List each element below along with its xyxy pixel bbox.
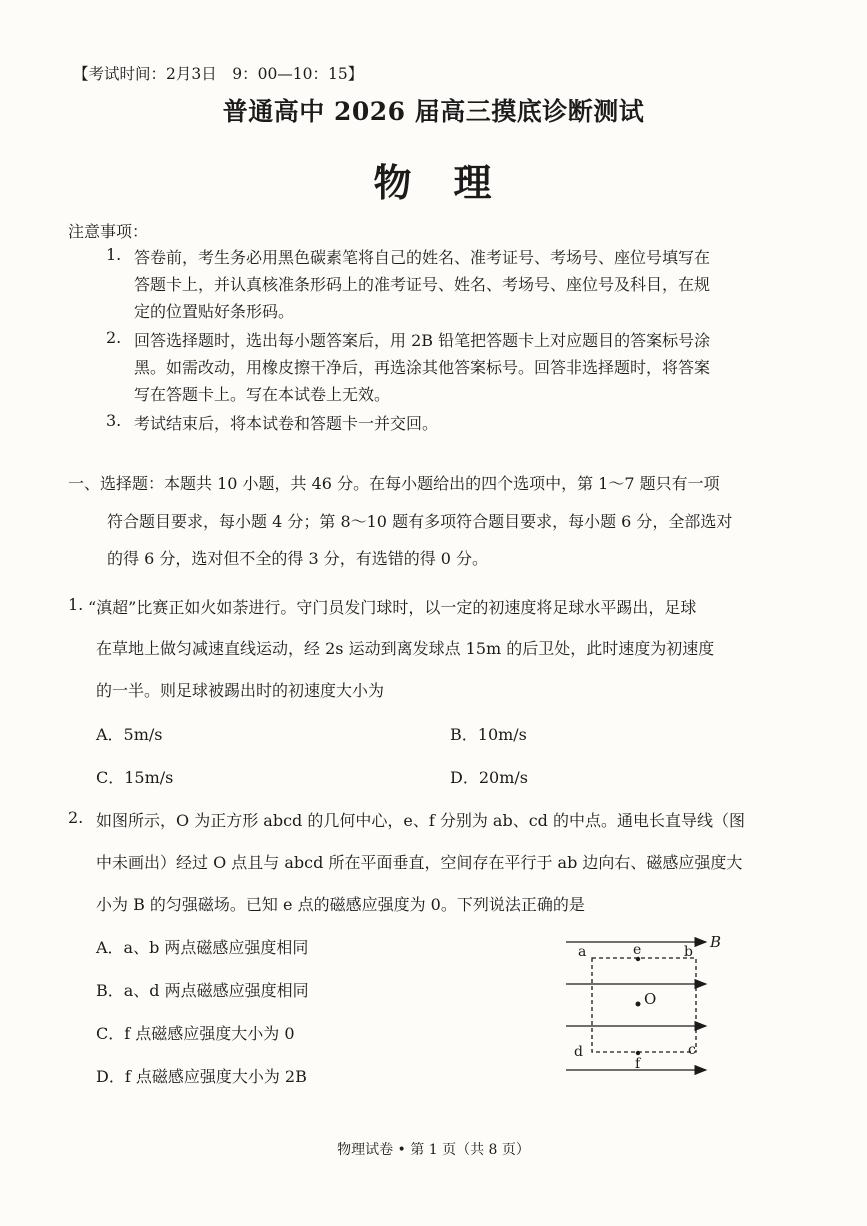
question-2-num: 2. (68, 808, 84, 827)
question-1-line-2: 在草地上做匀减速直线运动，经 2s 运动到离发球点 15m 的后卫处，此时速度为初速度 (96, 639, 715, 658)
question-1-option-c: C．15m/s (96, 768, 174, 787)
notice-item-3-num: 3. (106, 411, 122, 430)
notice-item-3-line-1: 考试结束后，将本试卷和答题卡一并交回。 (134, 414, 439, 433)
section-1-line-3: 的得 6 分，选对但不全的得 3 分，有选错的得 0 分。 (107, 549, 489, 568)
label-a: a (578, 944, 587, 960)
point-o (636, 1002, 641, 1007)
notice-item-1-line-2: 答题卡上，并认真核准条形码上的准考证号、姓名、考场号、座位号及科目，在规 (134, 275, 711, 294)
question-2-option-d: D．f 点磁感应强度大小为 2B (96, 1067, 307, 1086)
question-1-option-a: A．5m/s (96, 725, 163, 744)
notice-item-2-line-3: 写在答题卡上。写在本试卷上无效。 (134, 385, 391, 404)
question-2-line-3: 小为 B 的匀强磁场。已知 e 点的磁感应强度为 0。下列说法正确的是 (96, 895, 585, 914)
notice-item-1-line-3: 定的位置贴好条形码。 (134, 302, 295, 321)
question-2-option-c: C．f 点磁感应强度大小为 0 (96, 1024, 295, 1043)
question-1-option-b: B．10m/s (450, 725, 527, 744)
point-f (636, 1051, 640, 1055)
exam-title: 普通高中 2026 届高三摸底诊断测试 (222, 97, 645, 126)
label-f: f (635, 1056, 641, 1072)
notice-title: 注意事项： (68, 222, 149, 241)
section-1-line-2: 符合题目要求，每小题 4 分；第 8～10 题有多项符合题目要求，每小题 6 分，全部选对 (107, 512, 733, 531)
question-2-option-b: B．a、d 两点磁感应强度相同 (96, 981, 309, 1000)
question-1-line-1: “滇超”比赛正如火如荼进行。守门员发门球时，以一定的初速度将足球水平踢出，足球 (88, 598, 697, 617)
question-1-line-3: 的一半。则足球被踢出时的初速度大小为 (96, 681, 385, 700)
question-2-line-1: 如图所示，O 为正方形 abcd 的几何中心，e、f 分别为 ab、cd 的中点。通电长直导线（图 (96, 811, 745, 830)
magnetic-field-figure (560, 928, 730, 1080)
label-o: O (644, 990, 657, 1008)
question-2-option-a: A．a、b 两点磁感应强度相同 (96, 938, 309, 957)
notice-item-1-line-1: 答卷前，考生务必用黑色碳素笔将自己的姓名、准考证号、考场号、座位号填写在 (134, 248, 711, 267)
question-1-num: 1. (68, 595, 84, 614)
label-field-b: B (710, 933, 722, 951)
label-b: b (684, 944, 693, 960)
notice-item-2-num: 2. (106, 328, 122, 347)
section-1-line-1: 一、选择题：本题共 10 小题，共 46 分。在每小题给出的四个选项中，第 1～7 题只有一项 (68, 474, 720, 493)
question-2-line-2: 中未画出）经过 O 点且与 abcd 所在平面垂直，空间存在平行于 ab 边向右、磁感应强度大 (96, 853, 743, 872)
label-c: c (688, 1042, 696, 1058)
label-d: d (574, 1044, 583, 1060)
notice-item-2-line-2: 黑。如需改动，用橡皮擦干净后，再选涂其他答案标号。回答非选择题时，将答案 (134, 358, 711, 377)
page-footer: 物理试卷 • 第 1 页（共 8 页） (337, 1142, 530, 1158)
exam-time: 【考试时间：2月3日 9：00—10：15】 (73, 65, 364, 83)
notice-item-1-num: 1. (106, 245, 122, 264)
label-e: e (633, 942, 642, 958)
subject-title: 物 理 (373, 160, 494, 205)
question-1-option-d: D．20m/s (450, 768, 528, 787)
notice-item-2-line-1: 回答选择题时，选出每小题答案后，用 2B 铅笔把答题卡上对应题目的答案标号涂 (134, 331, 711, 350)
